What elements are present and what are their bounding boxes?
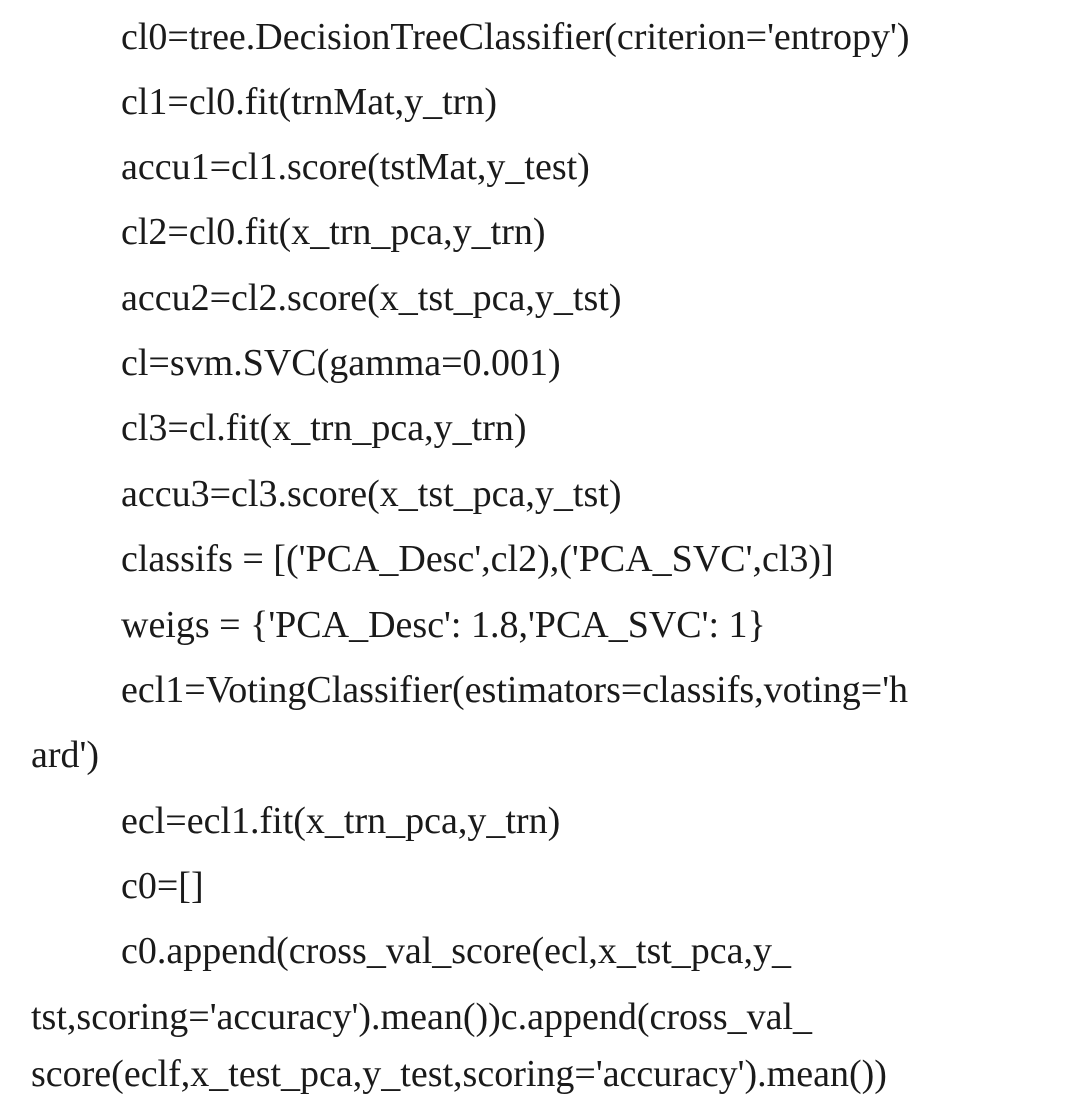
code-line-16: tst,scoring='accuracy').mean())c.append(cross_val_	[31, 996, 813, 1038]
code-line-12: ard')	[31, 734, 100, 776]
code-line-11: ecl1=VotingClassifier(estimators=classifs,voting='h	[121, 669, 909, 711]
code-line-13: ecl=ecl1.fit(x_trn_pca,y_trn)	[121, 800, 561, 842]
code-line-4: cl2=cl0.fit(x_trn_pca,y_trn)	[121, 211, 546, 253]
code-line-1: cl0=tree.DecisionTreeClassifier(criterion='entropy')	[121, 16, 910, 58]
code-line-9: classifs = [('PCA_Desc',cl2),('PCA_SVC',cl3)]	[121, 538, 834, 580]
code-line-8: accu3=cl3.score(x_tst_pca,y_tst)	[121, 473, 622, 515]
code-line-2: cl1=cl0.fit(trnMat,y_trn)	[121, 81, 497, 123]
code-line-10: weigs = {'PCA_Desc': 1.8,'PCA_SVC': 1}	[121, 604, 766, 646]
code-line-7: cl3=cl.fit(x_trn_pca,y_trn)	[121, 407, 527, 449]
code-line-15: c0.append(cross_val_score(ecl,x_tst_pca,y_	[121, 930, 792, 972]
code-line-5: accu2=cl2.score(x_tst_pca,y_tst)	[121, 277, 622, 319]
code-line-17: score(eclf,x_test_pca,y_test,scoring='accuracy').mean())	[31, 1053, 887, 1095]
code-line-6: cl=svm.SVC(gamma=0.001)	[121, 342, 561, 384]
code-line-3: accu1=cl1.score(tstMat,y_test)	[121, 146, 590, 188]
code-line-14: c0=[]	[121, 865, 204, 907]
